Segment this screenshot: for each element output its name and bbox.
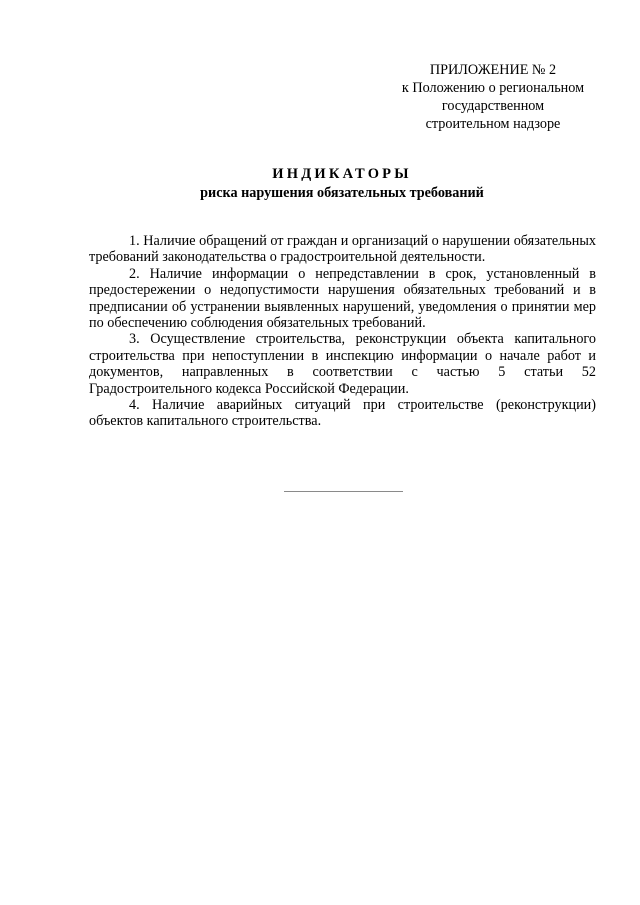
indicator-list bbox=[89, 233, 596, 430]
appendix-number: ПРИЛОЖЕНИЕ № 2 bbox=[429, 62, 557, 78]
document-subtitle: риска нарушения обязательных требований bbox=[200, 185, 484, 201]
end-separator-line bbox=[284, 491, 403, 492]
document-title-block bbox=[88, 165, 596, 203]
indicator-item-3: 3. Осуществление строительства, реконструкции объекта капитального строительства при непоступлении в инспекцию информации о начале работ и документов, направленных в соответствии с частью 5 статьи 52 Градостроительного кодекса Российской Федерации. bbox=[89, 331, 596, 397]
appendix-reference-line-3: строительном надзоре bbox=[425, 116, 561, 132]
document-title: ИНДИКАТОРЫ bbox=[272, 166, 412, 182]
indicator-item-1: 1. Наличие обращений от граждан и организаций о нарушении обязательных требований законодательства о градостроительной деятельности. bbox=[89, 233, 596, 266]
appendix-header bbox=[380, 61, 606, 133]
appendix-reference-line-2: государственном bbox=[441, 98, 545, 114]
indicator-item-4: 4. Наличие аварийных ситуаций при строительстве (реконструкции) объектов капитального строительства. bbox=[89, 397, 596, 430]
appendix-reference-line-1: к Положению о региональном bbox=[401, 80, 585, 96]
indicator-item-2: 2. Наличие информации о непредставлении в срок, установленный в предостережении о недопустимости нарушения обязательных требований и в предписании об устранении выявленных нарушений, уведомления о принятии мер по обеспечению соблюдения обязательных требований. bbox=[89, 265, 596, 332]
